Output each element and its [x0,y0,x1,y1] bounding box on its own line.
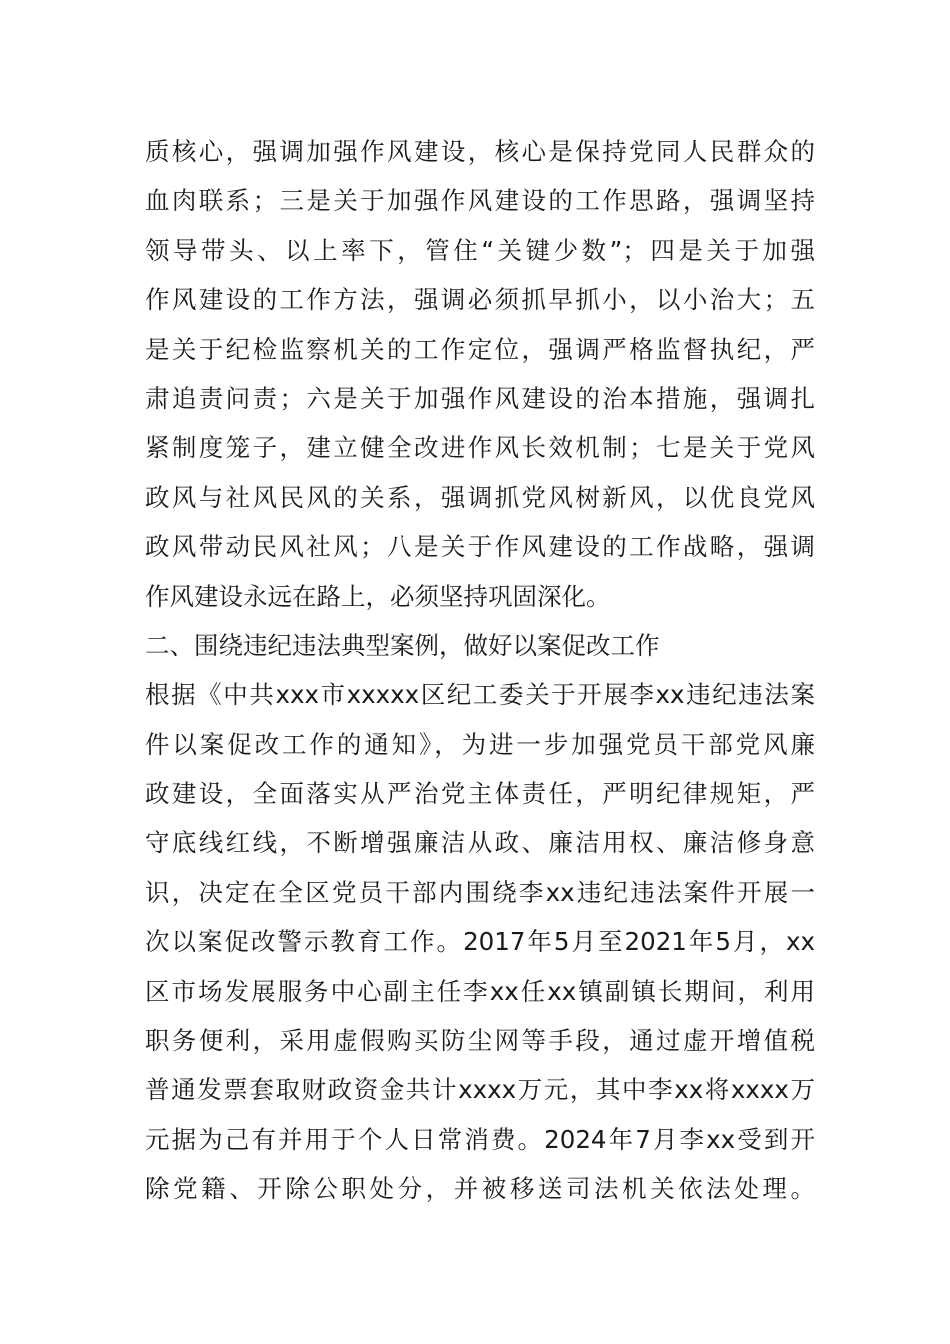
text-line: 政风与社风民风的关系，强调抓党风树新风，以优良党风 [145,482,815,512]
text-line: 除党籍、开除公职处分，并被移送司法机关依法处理。 [145,1174,815,1204]
text-line: 区市场发展服务中心副主任李xx任xx镇副镇长期间，利用 [145,976,815,1006]
text-line: 元据为己有并用于个人日常消费。2024年7月李xx受到开 [145,1124,815,1154]
text-line: 作风建设永远在路上，必须坚持巩固深化。 [145,581,611,611]
text-line: 根据《中共xxx市xxxxx区纪工委关于开展李xx违纪违法案 [145,680,815,710]
text-line: 次以案促改警示教育工作。2017年5月至2021年5月，xx [145,927,815,957]
text-line: 领导带头、以上率下，管住“关键少数”；四是关于加强 [145,235,815,265]
text-line: 是关于纪检监察机关的工作定位，强调严格监督执纪，严 [145,334,815,364]
text-line: 职务便利，采用虚假购买防尘网等手段，通过虚开增值税 [145,1026,815,1056]
text-line: 件以案促改工作的通知》，为进一步加强党员干部党风廉 [145,729,815,759]
text-line: 政风带动民风社风；八是关于作风建设的工作战略，强调 [145,532,815,562]
section-heading: 二、围绕违纪违法典型案例，做好以案促改工作 [145,630,660,660]
text-line: 守底线红线，不断增强廉洁从政、廉洁用权、廉洁修身意 [145,828,815,858]
text-line: 紧制度笼子，建立健全改进作风长效机制；七是关于党风 [145,433,815,463]
text-line: 质核心，强调加强作风建设，核心是保持党同人民群众的 [145,137,815,166]
text-line: 肃追责问责；六是关于加强作风建设的治本措施，强调扎 [145,383,815,413]
text-line: 作风建设的工作方法，强调必须抓早抓小，以小治大；五 [145,285,815,315]
text-line: 血肉联系；三是关于加强作风建设的工作思路，强调坚持 [145,186,815,216]
text-line: 普通发票套取财政资金共计xxxx万元，其中李xx将xxxx万 [145,1075,815,1105]
document-body [145,127,815,1214]
text-line: 政建设，全面落实从严治党主体责任，严明纪律规矩，严 [145,779,815,809]
text-line: 识，决定在全区党员干部内围绕李xx违纪违法案件开展一 [145,877,815,907]
